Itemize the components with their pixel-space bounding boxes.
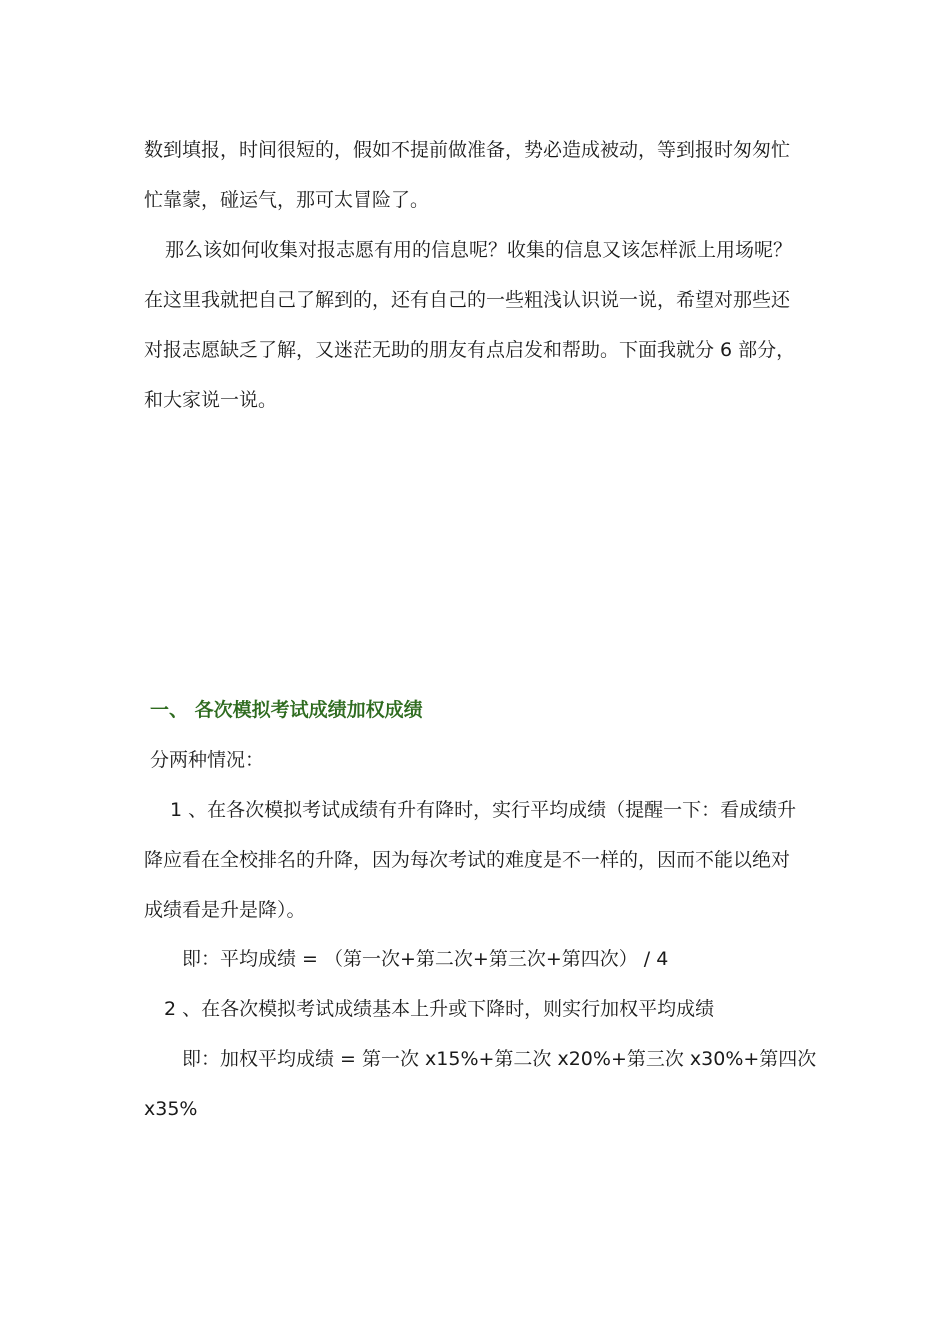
formula-line: 即：加权平均成绩 = 第一次 x15%+第二次 x20%+第三次 x30%+第四次 <box>182 1048 817 1070</box>
paragraph-line: 2 、在各次模拟考试成绩基本上升或下降时，则实行加权平均成绩 <box>164 998 715 1020</box>
section-heading: 一、 各次模拟考试成绩加权成绩 <box>150 699 423 721</box>
paragraph-line: 忙靠蒙，碰运气，那可太冒险了。 <box>144 189 430 211</box>
paragraph-line: 1 、在各次模拟考试成绩有升有降时，实行平均成绩（提醒一下：看成绩升 <box>170 799 797 821</box>
formula-line: 即：平均成绩 = （第一次+第二次+第三次+第四次） / 4 <box>182 948 669 970</box>
paragraph-line: 和大家说一说。 <box>144 389 278 411</box>
section-subheading: 分两种情况： <box>150 749 265 771</box>
paragraph-line: 对报志愿缺乏了解，又迷茫无助的朋友有点启发和帮助。下面我就分 6 部分， <box>144 339 796 361</box>
paragraph-line: 降应看在全校排名的升降，因为每次考试的难度是不一样的，因而不能以绝对 <box>144 849 791 871</box>
formula-line: x35% <box>144 1098 198 1120</box>
paragraph-line: 那么该如何收集对报志愿有用的信息呢？收集的信息又该怎样派上用场呢？ <box>165 239 793 261</box>
paragraph-line: 数到填报，时间很短的，假如不提前做准备，势必造成被动，等到报时匆匆忙 <box>144 139 791 161</box>
paragraph-line: 成绩看是升是降）。 <box>144 899 306 921</box>
paragraph-line: 在这里我就把自己了解到的，还有自己的一些粗浅认识说一说，希望对那些还 <box>144 289 791 311</box>
